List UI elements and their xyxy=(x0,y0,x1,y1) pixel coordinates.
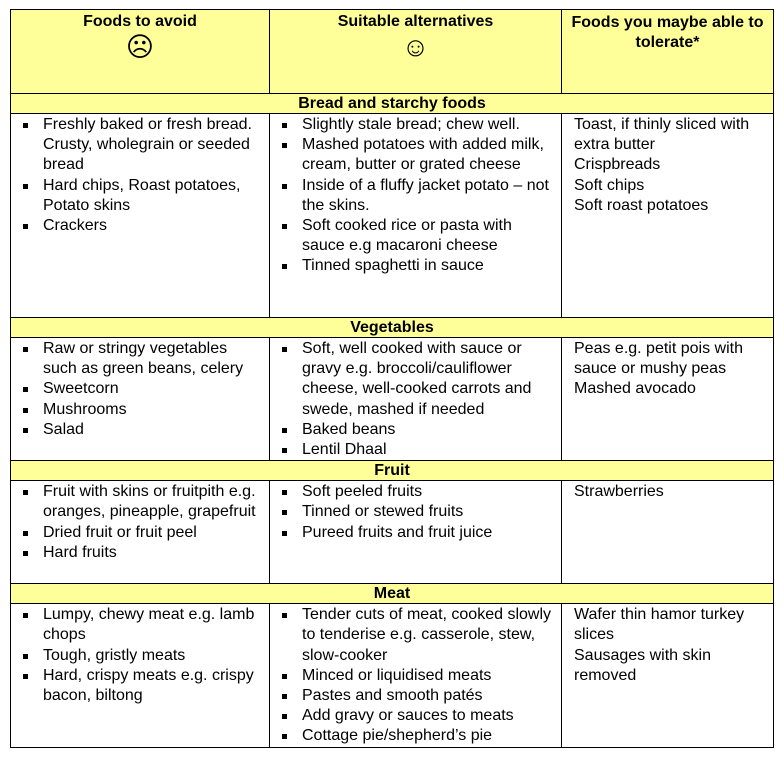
alternatives-list xyxy=(270,481,561,543)
alternatives-cell xyxy=(270,338,562,461)
avoid-list xyxy=(11,338,269,440)
alternatives-list xyxy=(270,114,561,277)
section-title: Vegetables xyxy=(11,318,774,338)
list-item: Freshly baked or fresh bread. Crusty, wholegrain or seeded bread xyxy=(43,115,265,176)
foods-table xyxy=(10,9,774,748)
section-row-meat xyxy=(11,604,774,747)
tolerate-item: Mashed avocado xyxy=(574,380,696,398)
list-item: Mushrooms xyxy=(43,400,265,420)
alternatives-list xyxy=(270,604,561,746)
avoid-list xyxy=(11,481,269,563)
list-item: Sweetcorn xyxy=(43,379,265,399)
list-item: Pastes and smooth patés xyxy=(302,686,557,706)
section-header-fruit xyxy=(11,461,774,481)
alternatives-list xyxy=(270,338,561,460)
avoid-cell xyxy=(11,114,270,318)
list-item: Fruit with skins or fruitpith e.g. oranges, pineapple, grapefruit xyxy=(43,482,265,522)
avoid-cell xyxy=(11,481,270,584)
tolerate-item: Soft chips xyxy=(574,176,645,194)
tolerate-item: Sausages with skin removed xyxy=(574,646,711,684)
list-item: Hard fruits xyxy=(43,543,265,563)
tolerate-cell xyxy=(562,604,774,747)
list-item: Tinned or stewed fruits xyxy=(302,502,557,522)
tolerate-item: Toast, if thinly sliced with extra butter xyxy=(574,116,750,154)
list-item: Mashed potatoes with added milk, cream, butter or grated cheese xyxy=(302,135,557,175)
tolerate-cell xyxy=(562,481,774,584)
tolerate-cell xyxy=(562,114,774,318)
list-item: Soft, well cooked with sauce or gravy e.g. broccoli/cauliflower cheese, well-cooked carrots and swede, mashed if needed xyxy=(302,339,557,420)
avoid-cell xyxy=(11,604,270,747)
alternatives-cell xyxy=(270,604,562,747)
list-item: Soft cooked rice or pasta with sauce e.g macaroni cheese xyxy=(302,216,557,256)
header-tolerate-label: Foods you maybe able to tolerate* xyxy=(571,14,764,51)
list-item: Tinned spaghetti in sauce xyxy=(302,256,557,276)
section-row-fruit xyxy=(11,481,774,584)
smiley-face-icon: ☺ xyxy=(401,32,430,62)
list-item: Inside of a fluffy jacket potato – not the skins. xyxy=(302,176,557,216)
list-item: Baked beans xyxy=(302,420,557,440)
list-item: Hard chips, Roast potatoes, Potato skins xyxy=(43,176,265,216)
alternatives-cell xyxy=(270,481,562,584)
list-item: Salad xyxy=(43,420,265,440)
section-header-vegetables xyxy=(11,318,774,338)
avoid-list xyxy=(11,604,269,706)
list-item: Tender cuts of meat, cooked slowly to tenderise e.g. casserole, stew, slow-cooker xyxy=(302,605,557,666)
list-item: Hard, crispy meats e.g. crispy bacon, biltong xyxy=(43,666,265,706)
section-row-bread xyxy=(11,114,774,318)
list-item: Lentil Dhaal xyxy=(302,440,557,460)
section-header-bread xyxy=(11,94,774,114)
list-item: Slightly stale bread; chew well. xyxy=(302,115,557,135)
list-item: Add gravy or sauces to meats xyxy=(302,706,557,726)
section-title: Meat xyxy=(11,584,774,604)
alternatives-cell xyxy=(270,114,562,318)
header-alternatives xyxy=(270,10,562,94)
header-row xyxy=(11,10,774,94)
section-header-meat xyxy=(11,584,774,604)
avoid-list xyxy=(11,114,269,236)
tolerate-item: Wafer thin hamor turkey slices xyxy=(574,606,745,644)
sad-face-icon: ☹ xyxy=(125,32,155,62)
section-row-vegetables xyxy=(11,338,774,461)
list-item: Tough, gristly meats xyxy=(43,646,265,666)
tolerate-item: Crispbreads xyxy=(574,156,661,174)
list-item: Raw or stringy vegetables such as green beans, celery xyxy=(43,339,265,379)
avoid-cell xyxy=(11,338,270,461)
list-item: Crackers xyxy=(43,216,265,236)
list-item: Pureed fruits and fruit juice xyxy=(302,523,557,543)
tolerate-cell xyxy=(562,338,774,461)
list-item: Dried fruit or fruit peel xyxy=(43,523,265,543)
section-title: Fruit xyxy=(11,461,774,481)
header-avoid-label: Foods to avoid xyxy=(83,13,197,30)
section-title: Bread and starchy foods xyxy=(11,94,774,114)
tolerate-item: Peas e.g. petit pois with sauce or mushy peas xyxy=(574,340,743,378)
list-item: Minced or liquidised meats xyxy=(302,666,557,686)
list-item: Cottage pie/shepherd’s pie xyxy=(302,726,557,746)
list-item: Soft peeled fruits xyxy=(302,482,557,502)
header-tolerate xyxy=(562,10,774,94)
header-avoid xyxy=(11,10,270,94)
tolerate-item: Strawberries xyxy=(574,483,664,501)
list-item: Lumpy, chewy meat e.g. lamb chops xyxy=(43,605,265,645)
header-alternatives-label: Suitable alternatives xyxy=(337,13,494,30)
tolerate-item: Soft roast potatoes xyxy=(574,196,709,214)
